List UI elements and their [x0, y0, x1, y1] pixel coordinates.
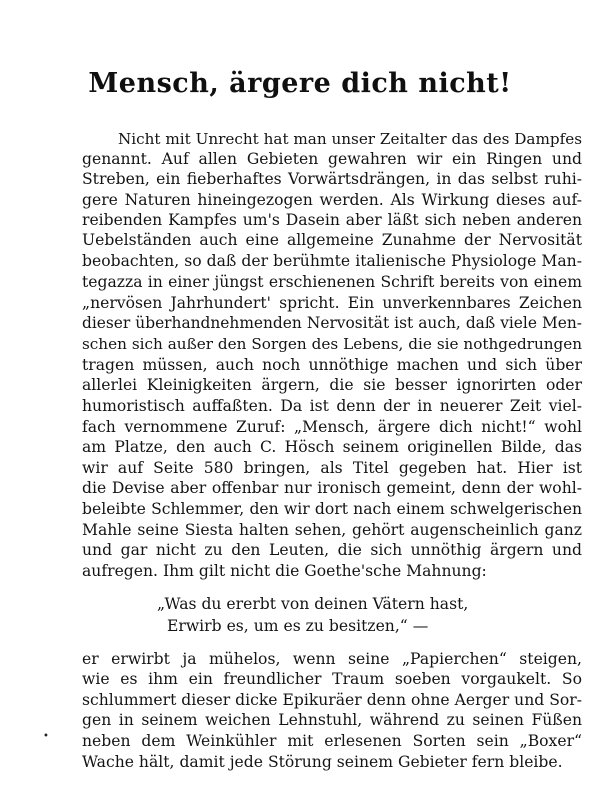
text-line: Wache hält, damit jede Störung seinem Gebieter fern bleibe. [82, 753, 563, 771]
text-line: Streben, ein fieberhaftes Vorwärtsdrängen, in das selbst ruhi- [82, 170, 582, 188]
text-line: dieser überhandnehmenden Nervosität ist auch, daß viele Men- [82, 314, 582, 332]
quote-line: „Was du ererbt von deinen Vätern hast, [157, 595, 469, 613]
text-line: tragen müssen, auch noch unnöthige machen und sich über [82, 356, 582, 374]
text-line: genannt. Auf allen Gebieten gewahren wir ein Ringen und [82, 150, 582, 168]
text-line: wie es ihm ein freundlicher Traum soeben vorgaukelt. So [82, 670, 582, 688]
text-line: humoristisch auffaßten. Da ist denn der in neuerer Zeit viel- [82, 397, 582, 415]
text-line: „nervösen Jahrhundert' spricht. Ein unverkennbares Zeichen [82, 294, 582, 312]
text-line: Mahle seine Siesta halten sehen, gehört augenscheinlich ganz [82, 521, 582, 539]
text-line: tegazza in einer jüngst erschienenen Schrift bereits von einem [82, 273, 582, 291]
text-line: Uebelständen auch eine allgemeine Zunahme der Nervosität [82, 231, 582, 249]
stray-print-mark: • [43, 731, 49, 742]
text-line: die Devise aber offenbar nur ironisch gemeint, denn der wohl- [82, 479, 582, 497]
article-title: Mensch, ärgere dich nicht! [88, 68, 512, 99]
text-line: allerlei Kleinigkeiten ärgern, die sie besser ignorirten oder [82, 376, 582, 394]
text-line: beleibte Schlemmer, den wir dort nach einem schwelgerischen [82, 500, 582, 518]
text-line: reibenden Kampfes um's Dasein aber läßt sich neben anderen [82, 211, 582, 229]
text-line: am Platze, den auch C. Hösch seinem originellen Bilde, das [82, 438, 582, 456]
text-line: fach vernommene Zuruf: „Mensch, ärgere dich nicht!“ wohl [82, 418, 582, 436]
text-line: Nicht mit Unrecht hat man unser Zeitalter das des Dampfes [118, 130, 582, 148]
text-line: neben dem Weinkühler mit erlesenen Sorten sein „Boxer“ [82, 732, 582, 750]
text-line: schlummert dieser dicke Epikuräer denn ohne Aerger und Sor- [82, 691, 582, 709]
text-line: wir auf Seite 580 bringen, als Titel gegeben hat. Hier ist [82, 459, 582, 477]
text-line: beobachten, so daß der berühmte italienische Physiologe Man- [82, 252, 582, 270]
text-line: gen in seinem weichen Lehnstuhl, während zu seinen Füßen [82, 711, 582, 729]
quote-line: Erwirb es, um es zu besitzen,“ — [167, 617, 429, 635]
text-line: er erwirbt ja mühelos, wenn seine „Papierchen“ steigen, [82, 650, 582, 668]
text-line: schen sich außer den Sorgen des Lebens, die sie nothgedrungen [82, 335, 582, 353]
text-line: gere Naturen hineingezogen werden. Als Wirkung dieses auf- [82, 191, 582, 209]
text-line: und gar nicht zu den Leuten, die sich unnöthig ärgern und [82, 541, 582, 559]
text-line: aufregen. Ihm gilt nicht die Goethe'sche Mahnung: [82, 562, 487, 580]
